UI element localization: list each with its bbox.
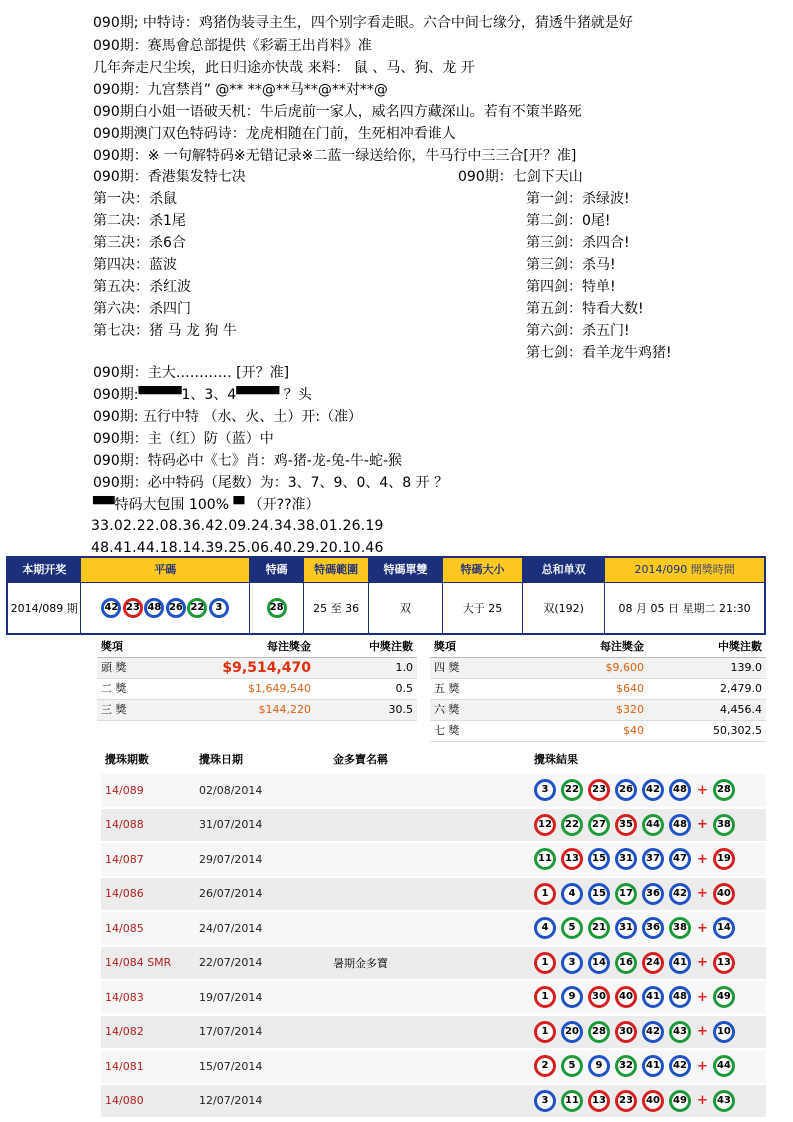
- prize-name: 三 獎: [101, 703, 127, 716]
- text-line: 090期：九宫禁肖” @** **@**马**@**对**@: [93, 82, 388, 98]
- history-row: [101, 979, 766, 1014]
- lottery-ball: 40: [642, 1090, 664, 1112]
- left-block-title: 090期：香港集发特七决: [93, 169, 246, 185]
- prize-count: 0.5: [395, 682, 413, 695]
- prize-count: 30.5: [388, 703, 413, 716]
- history-result: [528, 848, 766, 870]
- lottery-ball: 3: [209, 598, 229, 618]
- lottery-ball: 3: [534, 1090, 556, 1112]
- header-cell: 平碼: [81, 557, 249, 583]
- lottery-ball: 21: [588, 917, 610, 939]
- lottery-ball: 12: [534, 814, 556, 836]
- history-period[interactable]: 14/080: [105, 1094, 144, 1108]
- history-period[interactable]: 14/082: [105, 1025, 144, 1039]
- prize-name: 五 獎: [434, 682, 460, 695]
- lottery-ball: 11: [561, 1090, 583, 1112]
- lottery-ball: 4: [561, 883, 583, 905]
- lottery-ball: 24: [642, 952, 664, 974]
- history-result: [528, 1090, 766, 1112]
- lottery-ball: 48: [669, 814, 691, 836]
- history-result: [528, 883, 766, 905]
- lottery-ball: 42: [642, 1021, 664, 1043]
- history-date: 29/07/2014: [199, 852, 263, 866]
- lottery-ball: 26: [615, 779, 637, 801]
- lottery-ball: 9: [561, 986, 583, 1008]
- history-result: [528, 986, 766, 1008]
- prize-header-cell: 每注獎金: [600, 640, 644, 653]
- lottery-ball: 42: [642, 779, 664, 801]
- history-result: [528, 779, 766, 801]
- lottery-ball: 41: [669, 952, 691, 974]
- history-header: [101, 748, 766, 772]
- text-line: 几年奔走尺尘埃，此日归途亦快哉 来料： 鼠 、马、狗、龙 开: [93, 60, 475, 76]
- history-date: 24/07/2014: [199, 921, 263, 935]
- history-row: [101, 1014, 766, 1049]
- text-line: 090期澳门双色特码诗：龙虎相随在门前，生死相冲看谁人: [93, 126, 456, 142]
- special-ball: 40: [713, 883, 735, 905]
- prize-amount: $9,514,470: [222, 660, 311, 676]
- history-date: 12/07/2014: [199, 1094, 263, 1108]
- lottery-ball: 43: [669, 1021, 691, 1043]
- lottery-ball: 42: [669, 1055, 691, 1077]
- lottery-ball: 41: [642, 986, 664, 1008]
- special-ball: 28: [713, 779, 735, 801]
- left-block-item: 第二决：杀1尾: [93, 213, 186, 229]
- lottery-ball: 4: [534, 917, 556, 939]
- right-block-item: 第二剑：0尾!: [526, 213, 611, 229]
- prize-row: [430, 721, 766, 742]
- history-result: [528, 814, 766, 836]
- lottery-ball: 9: [588, 1055, 610, 1077]
- left-block-item: 第三决：杀6合: [93, 235, 186, 251]
- lottery-ball: 47: [669, 848, 691, 870]
- history-row: [101, 772, 766, 807]
- lottery-ball: 48: [669, 779, 691, 801]
- lottery-ball: 1: [534, 952, 556, 974]
- plus-icon: +: [697, 955, 708, 971]
- left-block-item: 第七决：猪 马 龙 狗 牛: [93, 323, 237, 339]
- prize-header-cell: 獎項: [434, 640, 456, 653]
- lottery-ball: 26: [166, 598, 186, 618]
- sum-cell: 双(192): [523, 583, 605, 635]
- right-block-item: 第三剑：杀四合!: [526, 235, 630, 251]
- history-row: [101, 841, 766, 876]
- prize-header: [430, 637, 766, 658]
- header-cell: 2014/090 開獎時間: [605, 557, 765, 583]
- left-block-item: 第五决：杀红波: [93, 279, 191, 295]
- special-ball: 19: [713, 848, 735, 870]
- prize-count: 2,479.0: [720, 682, 762, 695]
- period-cell: 2014/089 期: [7, 583, 81, 635]
- prize-name: 頭 獎: [101, 661, 127, 674]
- history-date: 17/07/2014: [199, 1025, 263, 1039]
- text-line: 090期: 五行中特 （水、火、土）开:（准）: [93, 409, 363, 425]
- prize-table-left: [97, 637, 417, 721]
- history-header-cell: 攪珠日期: [199, 753, 243, 766]
- size-cell: 大于 25: [442, 583, 522, 635]
- lottery-ball: 22: [187, 598, 207, 618]
- lottery-ball: 1: [534, 1021, 556, 1043]
- history-result: [528, 1021, 766, 1043]
- header-cell: 总和单双: [523, 557, 605, 583]
- history-row: [101, 807, 766, 842]
- prize-amount: $320: [616, 703, 644, 716]
- draw-time-cell: 08 月 05 日 星期二 21:30: [605, 583, 765, 635]
- lottery-ball: 22: [561, 814, 583, 836]
- number-line: 48.41.44.18.14.39.25.06.40.29.20.10.46: [91, 540, 384, 556]
- lottery-ball: 44: [642, 814, 664, 836]
- history-date: 02/08/2014: [199, 783, 263, 797]
- lottery-ball: 31: [615, 917, 637, 939]
- history-result: [528, 1055, 766, 1077]
- lottery-ball: 30: [615, 1021, 637, 1043]
- lottery-ball: 13: [561, 848, 583, 870]
- balls-cell: [81, 583, 249, 635]
- lottery-ball: 36: [642, 917, 664, 939]
- prize-count: 4,456.4: [720, 703, 762, 716]
- right-block-item: 第六剑：杀五门!: [526, 323, 630, 339]
- history-header-cell: 攪珠結果: [534, 753, 578, 766]
- prize-header: [97, 637, 417, 658]
- lottery-ball: 40: [615, 986, 637, 1008]
- prize-count: 50,302.5: [713, 724, 762, 737]
- right-block-title: 090期：七剑下天山: [458, 169, 583, 185]
- special-ball: 14: [713, 917, 735, 939]
- lottery-ball: 49: [669, 1090, 691, 1112]
- number-line: 33.02.22.08.36.42.09.24.34.38.01.26.19: [91, 518, 384, 534]
- left-block-item: 第六决：杀四门: [93, 301, 191, 317]
- plus-icon: +: [697, 989, 708, 1005]
- history-date: 19/07/2014: [199, 990, 263, 1004]
- history-period[interactable]: 14/087: [105, 852, 144, 866]
- prize-amount: $40: [623, 724, 644, 737]
- header-cell: 特碼大小: [442, 557, 522, 583]
- lottery-ball: 27: [588, 814, 610, 836]
- result-table: [6, 556, 766, 635]
- header-cell: 特碼單雙: [369, 557, 443, 583]
- lottery-ball: 15: [588, 848, 610, 870]
- special-ball: 43: [713, 1090, 735, 1112]
- lottery-ball: 37: [642, 848, 664, 870]
- plus-icon: +: [697, 1058, 708, 1074]
- history-header-cell: 攪珠期數: [105, 753, 149, 766]
- lottery-ball: 23: [588, 779, 610, 801]
- history-result: [528, 952, 766, 974]
- lottery-ball: 23: [123, 598, 143, 618]
- special-ball: 13: [713, 952, 735, 974]
- history-period[interactable]: 14/081: [105, 1059, 144, 1073]
- history-row: [101, 945, 766, 980]
- history-table: [101, 748, 766, 1117]
- lottery-ball: 1: [534, 883, 556, 905]
- history-date: 26/07/2014: [199, 887, 263, 901]
- lottery-ball: 30: [588, 986, 610, 1008]
- text-line: 090期：※ 一句解特码※无错记录※二蓝一绿送给你，牛马行中三三合[开？准]: [93, 148, 577, 164]
- prize-name: 二 獎: [101, 682, 127, 695]
- special-ball: 44: [713, 1055, 735, 1077]
- history-date: 15/07/2014: [199, 1059, 263, 1073]
- history-result: [528, 917, 766, 939]
- text-line: 090期：必中特码（尾数）为：3、7、9、0、4、8 开 ？: [93, 475, 449, 491]
- prize-amount: $1,649,540: [248, 682, 311, 695]
- lottery-ball: 3: [534, 779, 556, 801]
- history-header-cell: 金多寶名稱: [333, 753, 388, 766]
- lottery-ball: 2: [534, 1055, 556, 1077]
- header-cell: 特碼範圍: [304, 557, 369, 583]
- plus-icon: +: [697, 851, 708, 867]
- plus-icon: +: [697, 1093, 708, 1109]
- header-cell: 本期开奖: [7, 557, 81, 583]
- right-block-item: 第三剑：杀马!: [526, 257, 616, 273]
- text-line: 090期：主大………… [开？准]: [93, 365, 290, 381]
- lottery-ball: 1: [534, 986, 556, 1008]
- special-ball: 49: [713, 986, 735, 1008]
- history-row: [101, 910, 766, 945]
- lottery-ball: 14: [588, 952, 610, 974]
- odd-even-cell: 双: [369, 583, 443, 635]
- lottery-ball: 31: [615, 848, 637, 870]
- text-line: 090期：赛馬會总部提供《彩霸王出肖料》准: [93, 38, 372, 54]
- prize-count: 1.0: [395, 661, 413, 674]
- lottery-ball: 36: [642, 883, 664, 905]
- prize-row: [430, 658, 766, 679]
- prize-name: 四 獎: [434, 661, 460, 674]
- prize-name: 七 獎: [434, 724, 460, 737]
- prize-row: [97, 679, 417, 700]
- lottery-ball: 22: [561, 779, 583, 801]
- left-block-item: 第四决：蓝波: [93, 257, 177, 273]
- history-period[interactable]: 14/084 SMR: [105, 956, 172, 970]
- prize-row: [430, 679, 766, 700]
- prize-count: 139.0: [730, 661, 762, 674]
- text-line: ▀▀特码大包围 100% ▀ （开??准）: [93, 497, 320, 513]
- history-date: 31/07/2014: [199, 818, 263, 832]
- left-block-item: 第一决：杀鼠: [93, 191, 177, 207]
- prize-header-cell: 每注獎金: [267, 640, 311, 653]
- special-ball: 28: [267, 598, 287, 618]
- lottery-ball: 23: [615, 1090, 637, 1112]
- text-line: 090期：主（红）防（蓝）中: [93, 431, 274, 447]
- right-block-item: 第四剑：特单!: [526, 279, 616, 295]
- lottery-ball: 42: [669, 883, 691, 905]
- text-line: 090期：特码必中《七》肖：鸡-猪-龙-兔-牛-蛇-猴: [93, 453, 403, 469]
- special-ball: 38: [713, 814, 735, 836]
- history-period[interactable]: 14/089: [105, 783, 144, 797]
- special-cell: [249, 583, 303, 635]
- text-line: 090期白小姐一语破天机：牛后虎前一家人，威名四方藏深山。若有不策半路死: [93, 104, 582, 120]
- lottery-ball: 11: [534, 848, 556, 870]
- history-period[interactable]: 14/088: [105, 818, 144, 832]
- right-block-item: 第七剑：看羊龙牛鸡猪!: [526, 345, 672, 361]
- history-name: 暑期金多寶: [333, 956, 388, 970]
- lottery-ball: 38: [669, 917, 691, 939]
- history-row: [101, 1048, 766, 1083]
- lottery-ball: 35: [615, 814, 637, 836]
- history-date: 22/07/2014: [199, 956, 263, 970]
- history-period[interactable]: 14/085: [105, 921, 144, 935]
- lottery-ball: 20: [561, 1021, 583, 1043]
- special-ball: 10: [713, 1021, 735, 1043]
- lottery-ball: 41: [642, 1055, 664, 1077]
- lottery-ball: 48: [144, 598, 164, 618]
- prize-row: [97, 700, 417, 721]
- plus-icon: +: [697, 817, 708, 833]
- plus-icon: +: [697, 886, 708, 902]
- prize-table-right: [430, 637, 766, 742]
- range-cell: 25 至 36: [304, 583, 369, 635]
- right-block-item: 第一剑：杀绿波!: [526, 191, 630, 207]
- lottery-ball: 3: [561, 952, 583, 974]
- text-line: 090期; 中特诗：鸡猪伪装寻主生，四个别字看走眼。六合中间七缘分，猜透牛猪就是好: [93, 15, 633, 31]
- lottery-ball: 5: [561, 917, 583, 939]
- prize-amount: $144,220: [258, 703, 311, 716]
- prize-amount: $9,600: [605, 661, 644, 674]
- prize-header-cell: 中獎注數: [718, 640, 762, 653]
- prize-amount: $640: [616, 682, 644, 695]
- prize-header-cell: 中獎注數: [369, 640, 413, 653]
- plus-icon: +: [697, 920, 708, 936]
- prize-header-cell: 獎項: [101, 640, 123, 653]
- right-block-item: 第五剑：特看大数!: [526, 301, 644, 317]
- prize-row: [97, 658, 417, 679]
- lottery-ball: 32: [615, 1055, 637, 1077]
- text-line: 090期:▀▀▀▀1、3、4▀▀▀▀ ？头: [93, 387, 312, 403]
- history-period[interactable]: 14/086: [105, 887, 144, 901]
- lottery-ball: 15: [588, 883, 610, 905]
- lottery-ball: 5: [561, 1055, 583, 1077]
- header-cell: 特碼: [249, 557, 303, 583]
- history-period[interactable]: 14/083: [105, 990, 144, 1004]
- lottery-ball: 48: [669, 986, 691, 1008]
- lottery-ball: 28: [588, 1021, 610, 1043]
- lottery-ball: 17: [615, 883, 637, 905]
- history-row: [101, 876, 766, 911]
- prize-name: 六 獎: [434, 703, 460, 716]
- lottery-ball: 16: [615, 952, 637, 974]
- plus-icon: +: [697, 1024, 708, 1040]
- lottery-ball: 13: [588, 1090, 610, 1112]
- plus-icon: +: [697, 782, 708, 798]
- prize-row: [430, 700, 766, 721]
- history-row: [101, 1083, 766, 1118]
- lottery-ball: 42: [101, 598, 121, 618]
